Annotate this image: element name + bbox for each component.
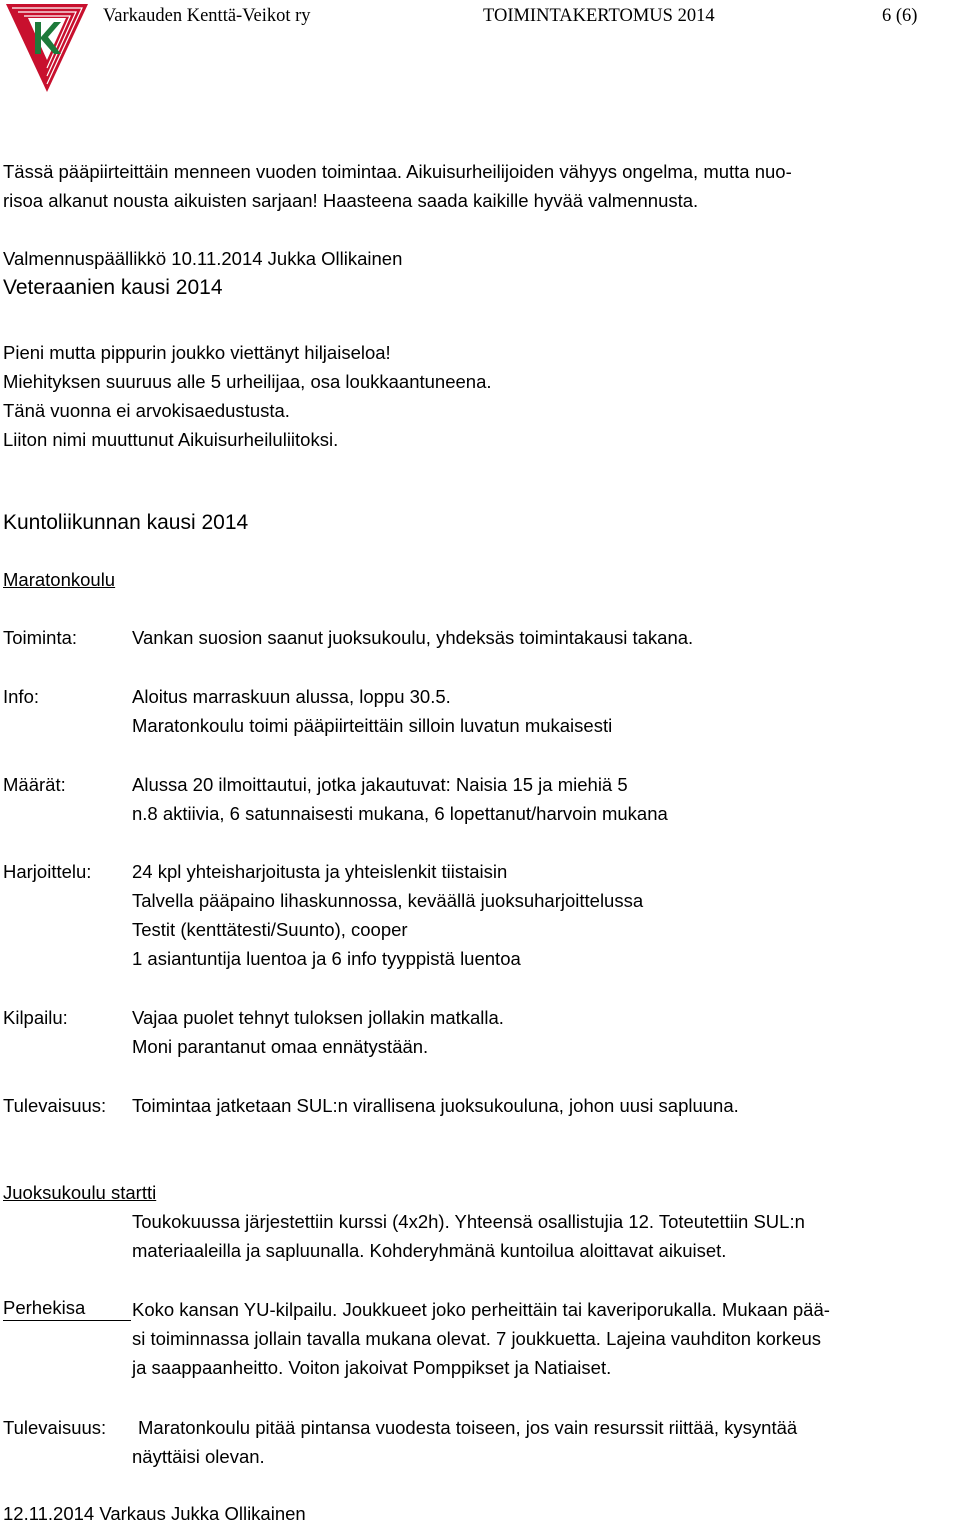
perhekisa-line-2: si toiminnassa jollain tavalla mukana olevat. 7 joukkuetta. Lajeina vauhditon korkeus bbox=[132, 1328, 822, 1349]
maarat-line-2: n.8 aktiivia, 6 satunnaisesti mukana, 6 lopettanut/harvoin mukana bbox=[132, 803, 668, 824]
info-line-1: Aloitus marraskuun alussa, loppu 30.5. bbox=[132, 686, 451, 707]
veterans-line-4: Liiton nimi muuttunut Aikuisurheiluliitoksi. bbox=[3, 429, 339, 450]
juoksukoulu-line-2: materiaaleilla ja sapluunalla. Kohderyhmänä kuntoilua aloittavat aikuiset. bbox=[132, 1240, 727, 1261]
harjoittelu-label: Harjoittelu: bbox=[3, 861, 92, 882]
kunto-heading: Kuntoliikunnan kausi 2014 bbox=[3, 511, 249, 534]
juoksukoulu-heading: Juoksukoulu startti bbox=[3, 1182, 157, 1203]
tulevaisuus-label: Tulevaisuus: bbox=[3, 1095, 107, 1116]
harjoittelu-line-2: Talvella pääpaino lihaskunnossa, keväällä juoksuharjoittelussa bbox=[132, 890, 644, 911]
tulevaisuus-value: Toimintaa jatketaan SUL:n virallisena juoksukouluna, johon uusi sapluuna. bbox=[132, 1095, 739, 1116]
club-logo bbox=[4, 2, 90, 94]
coach-signature: Valmennuspäällikkö 10.11.2014 Jukka Ollikainen bbox=[3, 248, 403, 269]
veterans-line-1: Pieni mutta pippurin joukko viettänyt hiljaiseloa! bbox=[3, 342, 391, 363]
toiminta-value: Vankan suosion saanut juoksukoulu, yhdeksäs toimintakausi takana. bbox=[132, 627, 694, 648]
intro-line-2: risoa alkanut nousta aikuisten sarjaan! Haasteena saada kaikille hyvää valmennusta. bbox=[3, 190, 699, 211]
intro-line-1: Tässä pääpiirteittäin menneen vuoden toimintaa. Aikuisurheilijoiden vähyys ongelma, mutta nuo- bbox=[3, 161, 792, 182]
veterans-line-2: Miehityksen suuruus alle 5 urheilijaa, osa loukkaantuneena. bbox=[3, 371, 492, 392]
harjoittelu-line-1: 24 kpl yhteisharjoitusta ja yhteislenkit tiistaisin bbox=[132, 861, 508, 882]
maarat-line-1: Alussa 20 ilmoittautui, jotka jakautuvat: Naisia 15 ja miehiä 5 bbox=[132, 774, 628, 795]
veterans-heading: Veteraanien kausi 2014 bbox=[3, 276, 223, 299]
juoksukoulu-line-1: Toukokuussa järjestettiin kurssi (4x2h). Yhteensä osallistujia 12. Toteutettiin SUL:n bbox=[132, 1211, 805, 1232]
kilpailu-line-2: Moni parantanut omaa ennätystään. bbox=[132, 1036, 429, 1057]
info-label: Info: bbox=[3, 686, 39, 707]
future-line-1: Maratonkoulu pitää pintansa vuodesta toiseen, jos vain resurssit riittää, kysyntää bbox=[138, 1417, 798, 1438]
toiminta-label: Toiminta: bbox=[3, 627, 78, 648]
future-label: Tulevaisuus: bbox=[3, 1417, 107, 1438]
footer-signature: 12.11.2014 Varkaus Jukka Ollikainen bbox=[3, 1503, 306, 1524]
maarat-label: Määrät: bbox=[3, 774, 66, 795]
header-document-title: TOIMINTAKERTOMUS 2014 bbox=[483, 6, 715, 26]
harjoittelu-line-4: 1 asiantuntija luentoa ja 6 info tyyppistä luentoa bbox=[132, 948, 521, 969]
veterans-line-3: Tänä vuonna ei arvokisaedustusta. bbox=[3, 400, 290, 421]
future-line-2: näyttäisi olevan. bbox=[132, 1446, 265, 1467]
header-organization: Varkauden Kenttä-Veikot ry bbox=[103, 6, 311, 26]
perhekisa-heading: Perhekisa bbox=[3, 1295, 131, 1321]
perhekisa-line-3: ja saappaanheitto. Voiton jakoivat Pomppikset ja Natiaiset. bbox=[132, 1357, 612, 1378]
kilpailu-label: Kilpailu: bbox=[3, 1007, 68, 1028]
kilpailu-line-1: Vajaa puolet tehnyt tuloksen jollakin matkalla. bbox=[132, 1007, 504, 1028]
perhekisa-line-1: Koko kansan YU-kilpailu. Joukkueet joko perheittäin tai kaveriporukalla. Mukaan pää- bbox=[132, 1299, 830, 1320]
header-page-number: 6 (6) bbox=[882, 6, 918, 26]
info-line-2: Maratonkoulu toimi pääpiirteittäin silloin luvatun mukaisesti bbox=[132, 715, 613, 736]
maratonkoulu-heading: Maratonkoulu bbox=[3, 569, 116, 590]
harjoittelu-line-3: Testit (kenttätesti/Suunto), cooper bbox=[132, 919, 408, 940]
